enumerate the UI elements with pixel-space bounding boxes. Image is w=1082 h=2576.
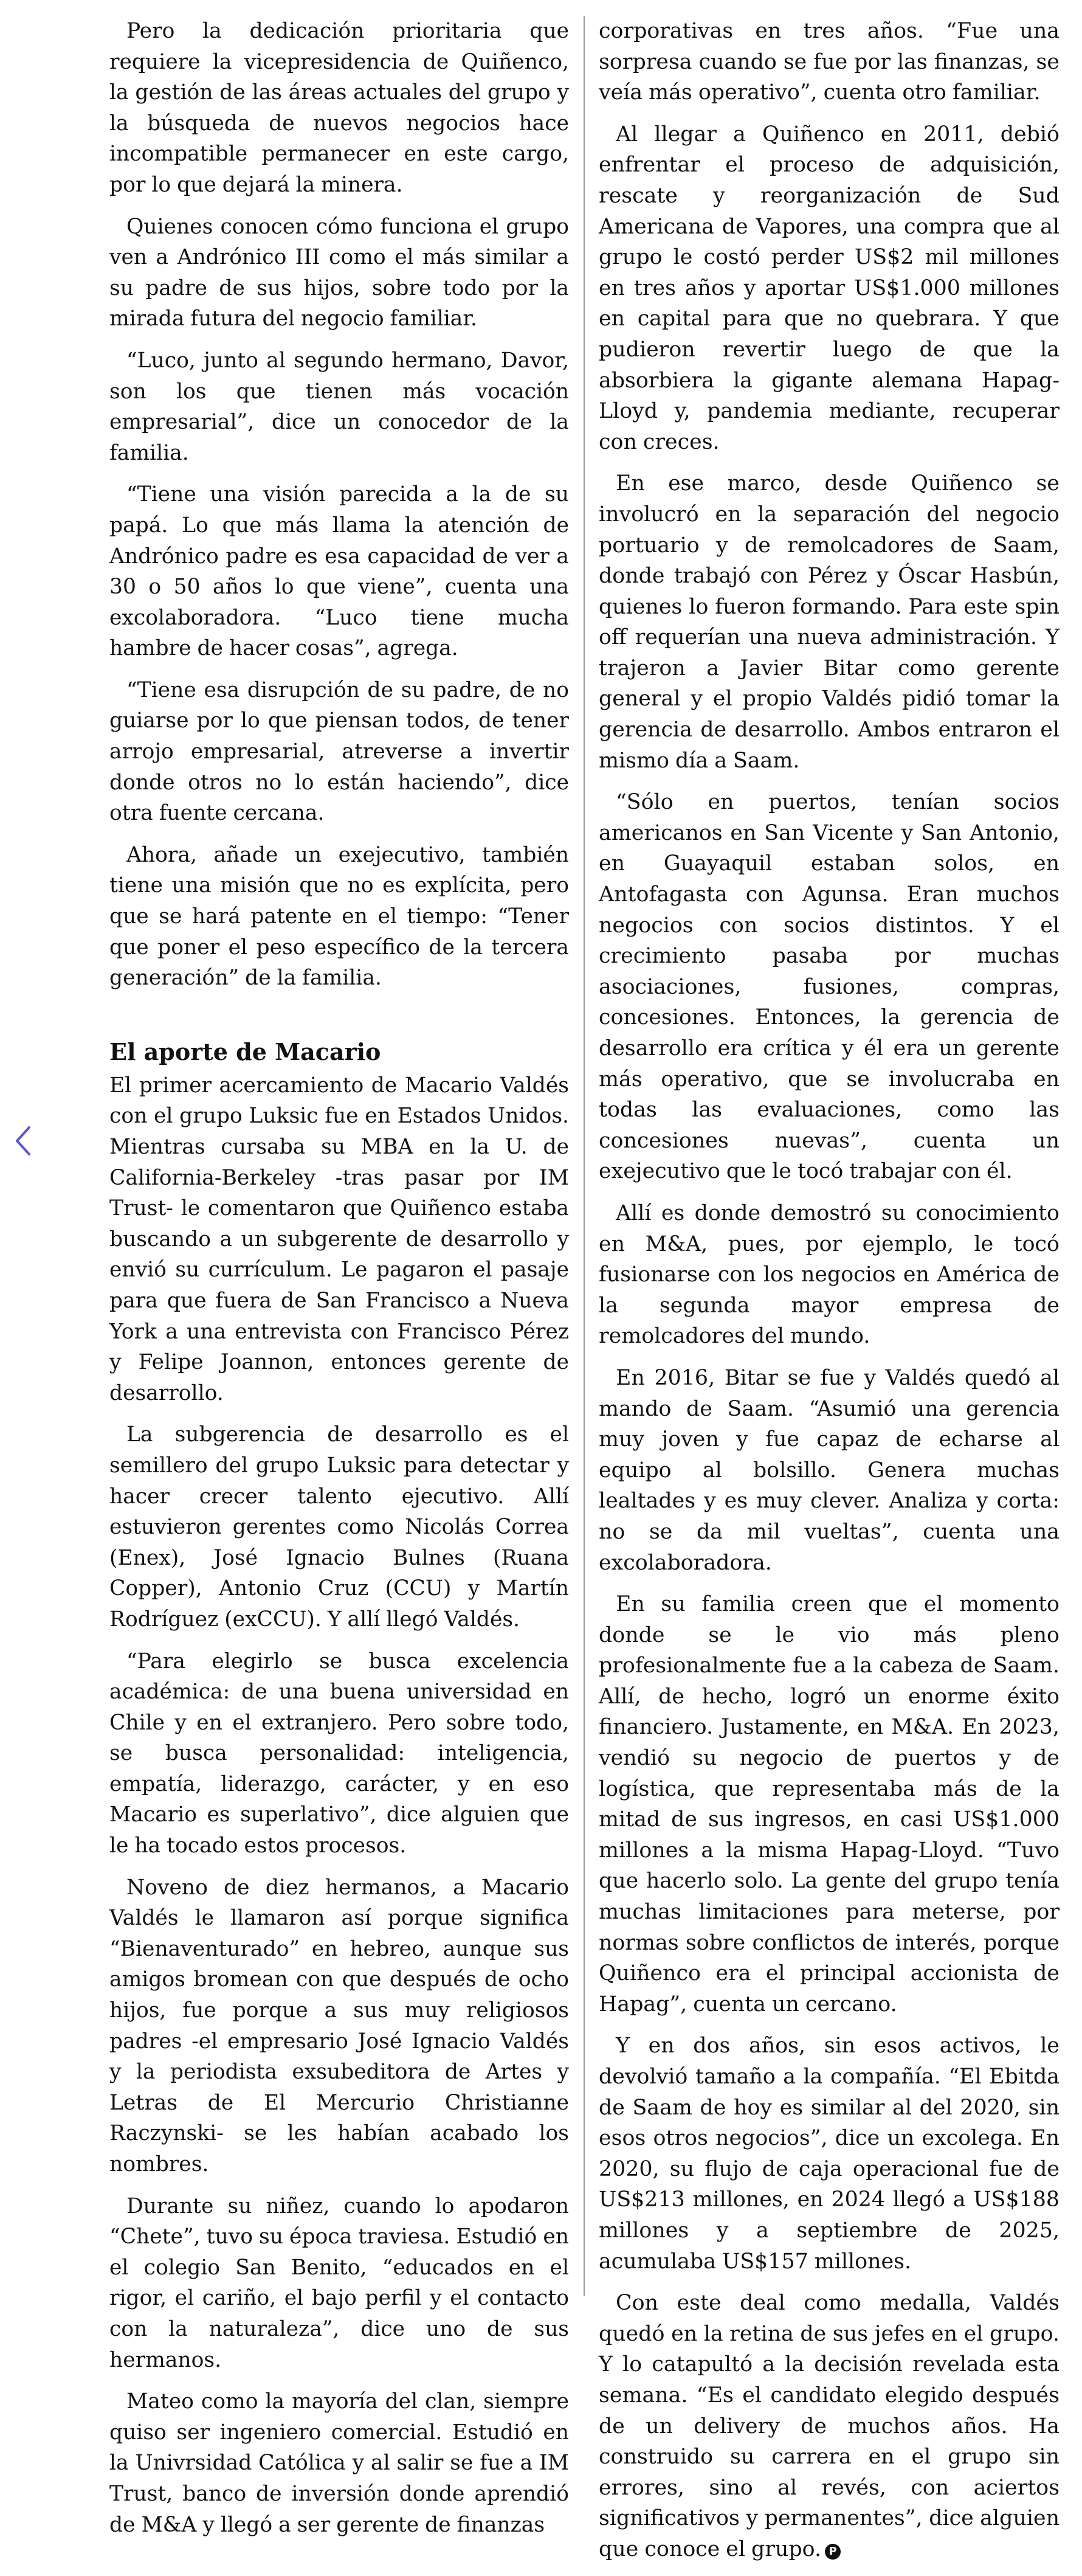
chevron-left-icon [11,1123,35,1159]
end-of-article-mark: P [825,2544,841,2560]
paragraph: “Para elegirlo se busca excelencia académica: de una buena universidad en Chile y en el extranjero. Pero sobre todo, se busca personalidad: inteligencia, empatía, liderazgo, carácter, y en eso Macario es superlativo”, dice alguien que le ha tocado estos procesos. [109,1649,569,1858]
paragraph: Noveno de diez hermanos, a Macario Valdés le llamaron así porque significa “Bienaventurado” en hebreo, aunque sus amigos bromean con que después de ocho hijos, fue porque a sus muy religiosos padres -el empresario José Ignacio Valdés y la periodista exsubeditora de Artes y Letras de El Mercurio Christianne Raczynski- se les habían acabado los nombres. [109,1875,569,2176]
paragraph: “Sólo en puertos, tenían socios americanos en San Vicente y San Antonio, en Guayaquil estaban solos, en Antofagasta con Agunsa. Eran muchos negocios con socios distintos. Y el crecimiento pasaba por muchas asociaciones, fusiones, compras, concesiones. Entonces, la gerencia de desarrollo era crítica y él era un gerente más operativo, que se involucraba en todas las evaluaciones, como las concesiones nuevas”, cuenta un exejecutivo que le tocó trabajar con él. [599,790,1060,1184]
paragraph: Ahora, añade un exejecutivo, también tiene una misión que no es explícita, pero que se hará patente en el tiempo: “Tener que poner el peso específico de la tercera generación” de la familia. [109,842,569,991]
paragraph: corporativas en tres años. “Fue una sorpresa cuando se fue por las finanzas, se veía más operativo”, cuenta otro familiar. [599,19,1060,105]
paragraph-final-text: Con este deal como medalla, Valdés quedó en la retina de sus jefes en el grupo. Y lo catapultó a la decisión revelada esta semana. “Es el candidato elegido después de un delivery de muchos años. Ha construido su carrera en el grupo sin errores, sino al revés, con aciertos significativos y permanentes”, dice alguien que conoce el grupo. [599,2291,1060,2561]
paragraph: La subgerencia de desarrollo es el semillero del grupo Luksic para detectar y hacer crecer talento ejecutivo. Allí estuvieron gerentes como Nicolás Correa (Enex), José Ignacio Bulnes (Ruana Copper), Antonio Cruz (CCU) y Martín Rodríguez (exCCU). Y allí llegó Valdés. [109,1422,569,1632]
paragraph-final [599,2288,1060,2564]
right-column [599,16,1060,2576]
paragraph: “Tiene esa disrupción de su padre, de no guiarse por lo que piensan todos, de tener arrojo empresarial, atreverse a invertir donde otros no lo están haciendo”, dice otra fuente cercana. [109,677,569,826]
paragraph: En ese marco, desde Quiñenco se involucró en la separación del negocio portuario y de remolcadores de Saam, donde trabajó con Pérez y Óscar Hasbún, quienes lo fueron formando. Para este spin off requerían una nueva administración. Y trajeron a Javier Bitar como gerente general y el propio Valdés pidió tomar la gerencia de desarrollo. Ambos entraron el mismo día a Saam. [599,471,1060,773]
paragraph: Durante su niñez, cuando lo apodaron “Chete”, tuvo su época traviesa. Estudió en el colegio San Benito, “educados en el rigor, el cariño, el bajo perfil y el contacto con la naturaleza”, dice uno de sus hermanos. [109,2193,569,2372]
paragraph: Quienes conocen cómo funciona el grupo ven a Andrónico III como el más similar a su padre de sus hijos, sobre todo por la mirada futura del negocio familiar. [109,214,569,331]
paragraph: En 2016, Bitar se fue y Valdés quedó al mando de Saam. “Asumió una gerencia muy joven y fue capaz de echarse al equipo al bolsillo. Genera muchas lealtades y es muy clever. Analiza y corta: no se da mil vueltas”, cuenta una excolaboradora. [599,1365,1060,1575]
column-divider [584,16,585,2296]
section-heading: El aporte de Macario [109,1037,381,1065]
paragraph: Mateo como la mayoría del clan, siempre quiso ser ingeniero comercial. Estudió en la Univrsidad Católica y al salir se fue a IM Trust, banco de inversión donde aprendió de M&A y llegó a ser gerente de finanzas [109,2389,569,2537]
paragraph: Pero la dedicación prioritaria que requiere la vicepresidencia de Quiñenco, la gestión de las áreas actuales del grupo y la búsqueda de nuevos negocios hace incompatible permanecer en este cargo, por lo que dejará la minera. [109,19,569,197]
paragraph: Al llegar a Quiñenco en 2011, debió enfrentar el proceso de adquisición, rescate y reorganización de Sud Americana de Vapores, una compra que al grupo le costó perder US$2 mil millones en tres años y aportar US$1.000 millones en capital para que no quebrara. Y que pudieron revertir luego de que la absorbiera la gigante alemana Hapag-Lloyd y, pandemia mediante, recuperar con creces. [599,122,1060,454]
left-column [109,16,569,2551]
paragraph: El primer acercamiento de Macario Valdés con el grupo Luksic fue en Estados Unidos. Mientras cursaba su MBA en la U. de California-Berkeley -tras pasar por IM Trust- le comentaron que Quiñenco estaba buscando a un subgerente de desarrollo y envió su currículum. Le pagaron el pasaje para que fuera de San Francisco a Nueva York a una entrevista con Francisco Pérez y Felipe Joannon, entonces gerente de desarrollo. [109,1073,569,1405]
paragraph: Allí es donde demostró su conocimiento en M&A, pues, por ejemplo, le tocó fusionarse con los negocios en América de la segunda mayor empresa de remolcadores del mundo. [599,1200,1060,1349]
paragraph: “Luco, junto al segundo hermano, Davor, son los que tienen más vocación empresarial”, dice un conocedor de la familia. [109,348,569,465]
paragraph: Y en dos años, sin esos activos, le devolvió tamaño a la compañía. “El Ebitda de Saam de hoy es similar al del 2020, sin esos otros negocios”, dice un excolega. En 2020, su flujo de caja operacional fue de US$213 millones, en 2024 llegó a US$188 millones y a septiembre de 2025, acumulaba US$157 millones. [599,2034,1060,2274]
paragraph: En su familia creen que el momento donde se le vio más pleno profesionalmente fue a la cabeza de Saam. Allí, de hecho, logró un enorme éxito financiero. Justamente, en M&A. En 2023, vendió su negocio de puertos y de logística, que representaba más de la mitad de sus ingresos, en casi US$1.000 millones a la misma Hapag-Lloyd. “Tuvo que hacerlo solo. La gente del grupo tenía muchas limitaciones para meterse, por normas sobre conflictos de interés, porque Quiñenco era el principal accionista de Hapag”, cuenta un cercano. [599,1592,1060,2017]
back-arrow-button[interactable] [11,1123,35,1159]
paragraph: “Tiene una visión parecida a la de su papá. Lo que más llama la atención de Andrónico padre es esa capacidad de ver a 30 o 50 años lo que viene”, cuenta una excolaboradora. “Luco tiene mucha hambre de hacer cosas”, agrega. [109,482,569,661]
